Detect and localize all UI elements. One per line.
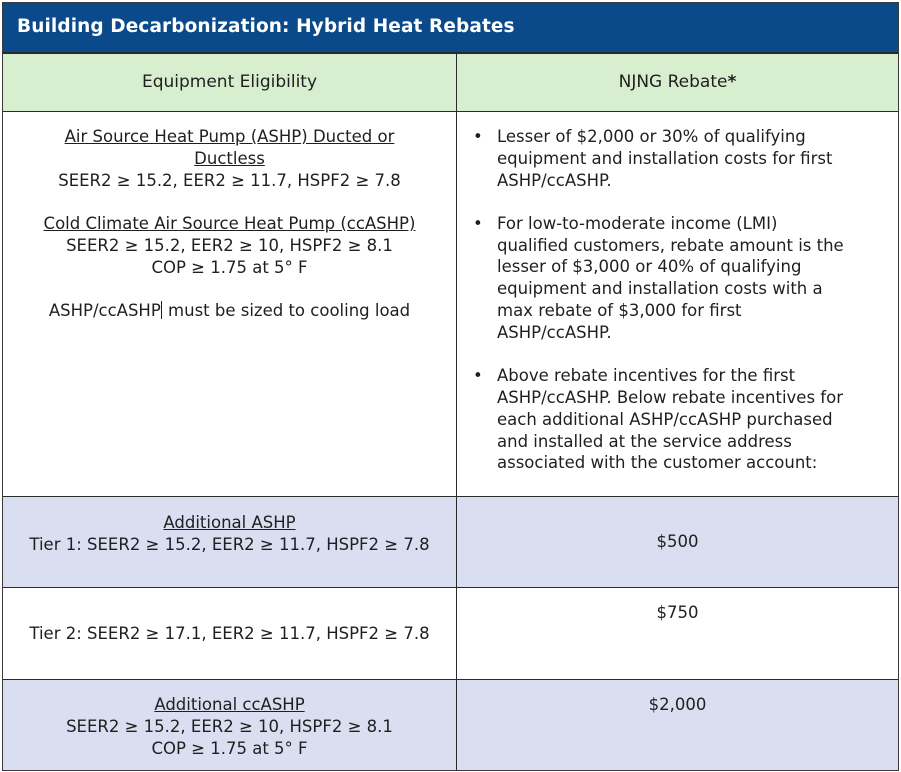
main-eligibility-row: [3, 111, 898, 496]
sizing-note-start: ASHP/ccASHP: [48, 301, 161, 321]
bullet-line: For low-to-moderate income (LMI): [497, 213, 778, 233]
footnote-asterisk: *: [727, 71, 737, 92]
spacer: [3, 279, 456, 301]
bullet-line: associated with the customer account:: [497, 453, 818, 473]
ashp-title-line2: Ductless: [194, 148, 265, 168]
ccashp-title: Cold Climate Air Source Heat Pump (ccASHP): [43, 214, 416, 234]
bullet-line: ASHP/ccASHP.: [497, 170, 612, 190]
ccashp-cop: COP ≥ 1.75 at 5° F: [151, 257, 308, 277]
text-cursor: [161, 301, 162, 319]
ashp-title-line1: Air Source Heat Pump (ASHP) Ducted or: [64, 127, 395, 146]
tier3-row: [3, 679, 898, 770]
spacer: [3, 191, 456, 213]
tier3-specs: SEER2 ≥ 15.2, EER2 ≥ 10, HSPF2 ≥ 8.1: [66, 716, 393, 736]
tier3-eligibility: [3, 680, 457, 770]
sizing-note: [3, 300, 456, 322]
header-equipment-eligibility: Equipment Eligibility: [3, 54, 457, 111]
tier3-rebate: $2,000: [648, 695, 707, 714]
tier2-row: [3, 587, 898, 679]
header-njng-rebate: [457, 54, 898, 111]
bullet-line: equipment and installation costs for first: [497, 148, 833, 168]
eligibility-cell: [3, 112, 457, 496]
bullet-dot-icon: •: [473, 213, 483, 233]
bullet-line: Above rebate incentives for the first: [497, 366, 796, 386]
tier3-cop: COP ≥ 1.75 at 5° F: [151, 738, 308, 758]
tier1-row: [3, 496, 898, 587]
rebate-bullet-additional: [471, 365, 878, 474]
bullet-line: each additional ASHP/ccASHP purchased: [497, 409, 833, 429]
ccashp-specs: SEER2 ≥ 15.2, EER2 ≥ 10, HSPF2 ≥ 8.1: [66, 235, 393, 255]
header-njng-rebate-label: NJNG Rebate: [618, 71, 728, 92]
additional-ccashp-title: Additional ccASHP: [154, 695, 305, 714]
tier1-rebate: $500: [656, 532, 699, 552]
rebate-details-cell: [457, 112, 898, 496]
rebate-bullet-lmi: [471, 213, 878, 344]
rebate-bullet-list: [471, 126, 878, 474]
bullet-dot-icon: •: [473, 366, 483, 386]
bullet-line: Lesser of $2,000 or 30% of qualifying: [497, 127, 806, 146]
bullet-line: qualified customers, rebate amount is the: [497, 235, 844, 255]
bullet-line: max rebate of $3,000 for first: [497, 301, 742, 321]
ashp-specs: SEER2 ≥ 15.2, EER2 ≥ 11.7, HSPF2 ≥ 7.8: [58, 170, 401, 190]
table-title: Building Decarbonization: Hybrid Heat Rebates: [3, 3, 898, 53]
tier2-rebate: $750: [656, 603, 699, 622]
sizing-note-end: must be sized to cooling load: [162, 301, 411, 321]
tier1-eligibility: [3, 497, 457, 587]
bullet-line: ASHP/ccASHP.: [497, 322, 612, 342]
tier1-specs: Tier 1: SEER2 ≥ 15.2, EER2 ≥ 11.7, HSPF2 ≥ 7.8: [29, 534, 430, 554]
bullet-line: ASHP/ccASHP. Below rebate incentives for: [497, 387, 843, 407]
bullet-line: equipment and installation costs with a: [497, 279, 823, 299]
bullet-dot-icon: •: [473, 127, 483, 146]
rebate-table: [2, 2, 899, 771]
bullet-line: lesser of $3,000 or 40% of qualifying: [497, 257, 802, 277]
additional-ashp-title: Additional ASHP: [163, 513, 296, 532]
rebate-bullet-standard: [471, 126, 878, 191]
bullet-line: and installed at the service address: [497, 431, 792, 451]
header-row: [3, 53, 898, 111]
tier2-specs: Tier 2: SEER2 ≥ 17.1, EER2 ≥ 11.7, HSPF2 ≥ 7.8: [3, 588, 457, 679]
